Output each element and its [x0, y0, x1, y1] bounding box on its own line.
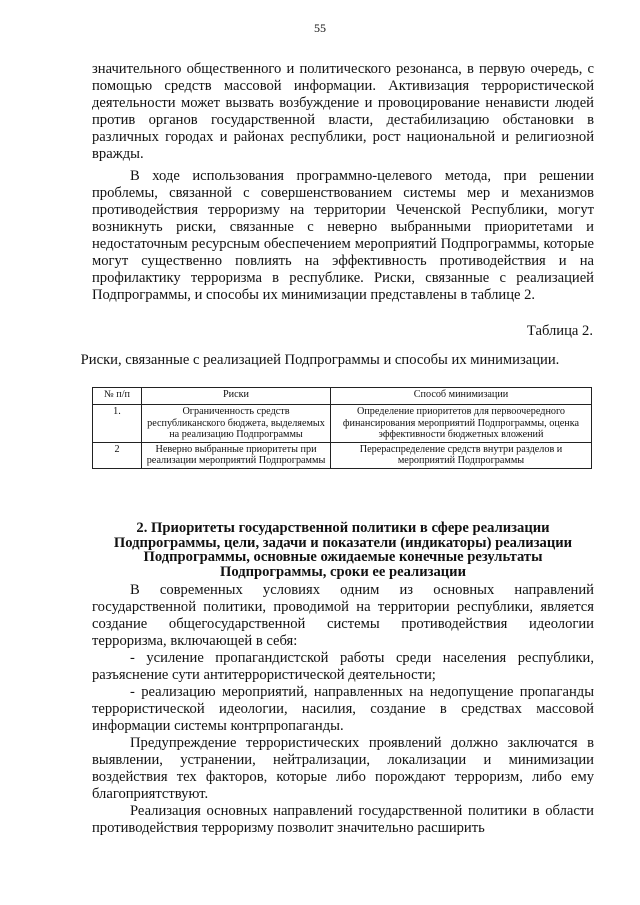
table-cell: 1.	[93, 405, 142, 443]
paragraph-5: Реализация основных направлений государственной политики в области противодействия терроризму позволит значительно расширить	[92, 803, 594, 836]
table-title: Риски, связанные с реализацией Подпрограммы и способы их минимизации.	[80, 352, 560, 368]
body-text-risks	[92, 168, 594, 304]
table-header-row	[93, 388, 592, 405]
table-cell: Определение приоритетов для первоочередного финансирования мероприятий Подпрограммы, оценка эффективности бюджетных вложений	[331, 405, 592, 443]
table-cell: Перераспределение средств внутри разделов и мероприятий Подпрограммы	[331, 442, 592, 468]
page-number: 55	[314, 21, 326, 35]
paragraph-1: значительного общественного и политического резонанса, в первую очередь, с помощью средств массовой информации. Активизация террористической деятельности может вызвать возбуждение и провоцирование ненависти людей против органов государственной власти, дестабилизацию обстановки в различных городах и районах республики, рост национальной и религиозной вражды.	[92, 61, 594, 162]
table-number: Таблица 2.	[526, 323, 593, 339]
bullet-item: - реализацию мероприятий, направленных на недопущение пропаганды террористической идеологии, насилия, создание в средствах массовой информации системы контрпропаганды.	[92, 684, 594, 734]
risks-table	[92, 387, 592, 469]
paragraph-4: Предупреждение террористических проявлений должно заключатся в выявлении, устранении, нейтрализации, локализации и минимизации воздействия тех факторов, которые либо порождают терроризм, либо ему благоприятствуют.	[92, 735, 594, 802]
table-header-cell: Способ минимизации	[331, 388, 592, 405]
table-row	[93, 442, 592, 468]
bullet-item: - усиление пропагандистской работы среди населения республики, разъяснение сути антитеррористической деятельности;	[92, 650, 594, 683]
paragraph-2: В ходе использования программно-целевого метода, при решении проблемы, связанной с совершенствованием системы мер и механизмов противодействия терроризму на территории Чеченской Республики, могут возникнуть риски, связанные с неверно выбранными приоритетами и недостаточным ресурсным обеспечением мероприятий Подпрограммы, которые могут существенно повлиять на эффективность противодействия и на профилактику терроризма в республике. Риски, связанные с реализацией Подпрограммы, и способы их минимизации представлены в таблице 2.	[92, 168, 594, 303]
body-text-priorities	[92, 582, 594, 837]
table-cell: 2	[93, 442, 142, 468]
body-text-intro	[92, 61, 594, 163]
table-row	[93, 405, 592, 443]
table-cell: Неверно выбранные приоритеты при реализации мероприятий Подпрограммы	[142, 442, 331, 468]
section-heading: 2. Приоритеты государственной политики в сфере реализации Подпрограммы, цели, задачи и показатели (индикаторы) реализации Подпрограммы, основные ожидаемые конечные результаты Подпрограммы, сроки ее реализации	[113, 520, 573, 580]
table-header-cell: Риски	[142, 388, 331, 405]
table-header-cell: № п/п	[93, 388, 142, 405]
table-cell: Ограниченность средств республиканского бюджета, выделяемых на реализацию Подпрограммы	[142, 405, 331, 443]
paragraph-3: В современных условиях одним из основных направлений государственной политики, проводимой на территории республики, является создание общегосударственной системы противодействия идеологии терроризма, включающей в себя:	[92, 582, 594, 649]
